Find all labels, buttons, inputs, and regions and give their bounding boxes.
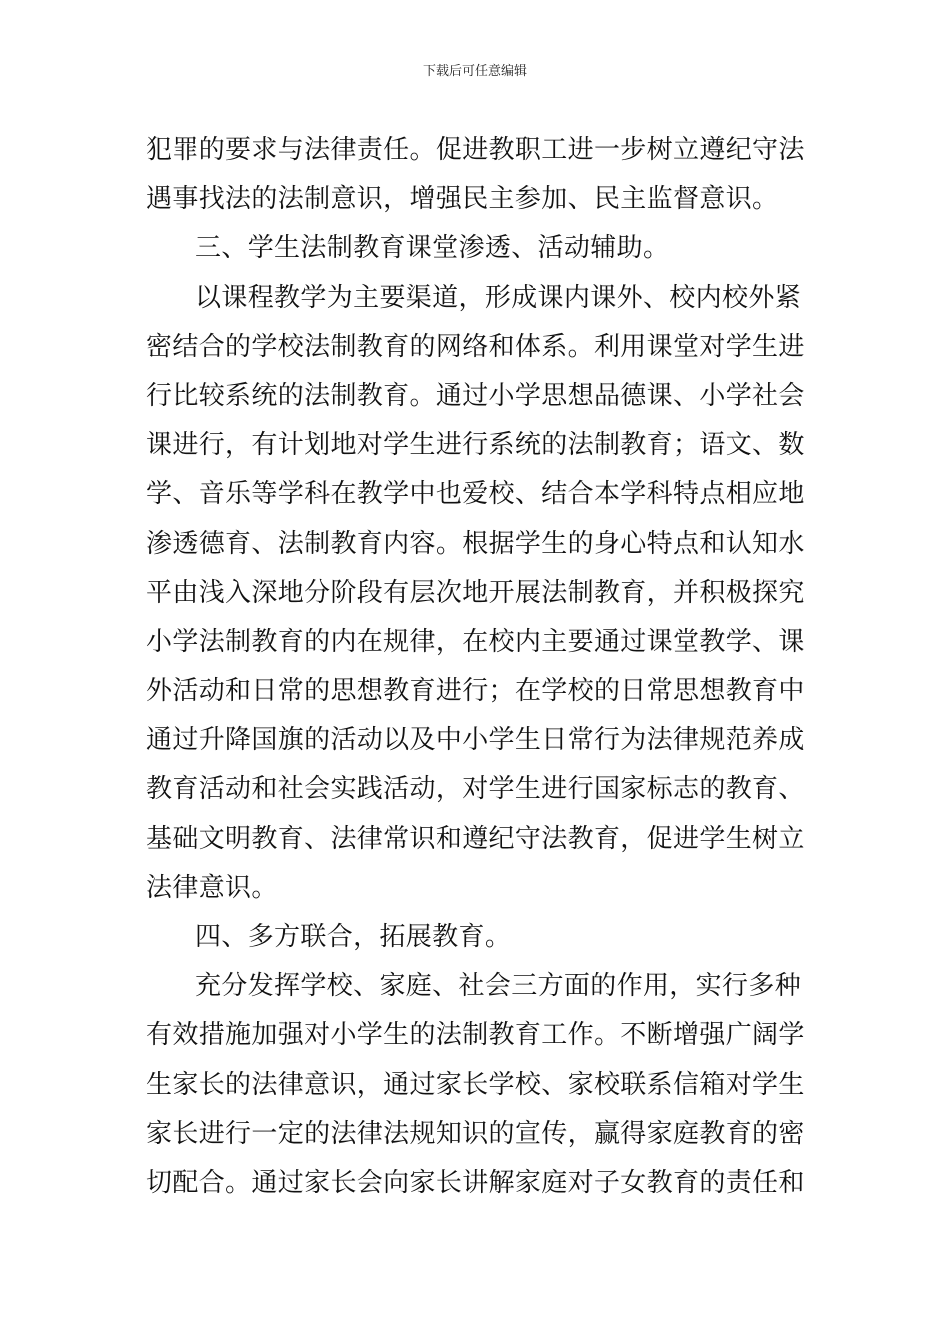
text-line: 渗透德育、法制教育内容。根据学生的身心特点和认知水 [146, 528, 805, 559]
text-line: 外活动和日常的思想教育进行；在学校的日常思想教育中 [146, 676, 805, 707]
text-line: 遇事找法的法制意识，增强民主参加、民主监督意识。 [146, 184, 779, 215]
text-line: 法律意识。 [146, 872, 278, 903]
text-line: 通过升降国旗的活动以及中小学生日常行为法律规范养成 [146, 725, 805, 756]
text-line: 基础文明教育、法律常识和遵纪守法教育，促进学生树立 [146, 823, 805, 854]
text-line: 三、学生法制教育课堂渗透、活动辅助。 [195, 233, 670, 264]
text-line: 有效措施加强对小学生的法制教育工作。不断增强广阔学 [146, 1020, 805, 1051]
text-line: 学、音乐等学科在教学中也爱校、结合本学科特点相应地 [146, 479, 805, 510]
text-line: 行比较系统的法制教育。通过小学思想品德课、小学社会 [146, 380, 805, 411]
text-line: 充分发挥学校、家庭、社会三方面的作用，实行多种 [195, 971, 802, 1002]
text-line: 密结合的学校法制教育的网络和体系。利用课堂对学生进 [146, 331, 805, 362]
text-line: 平由浅入深地分阶段有层次地开展法制教育，并积极探究 [146, 577, 805, 608]
document-body [146, 126, 816, 1208]
text-line: 切配合。通过家长会向家长讲解家庭对子女教育的责任和 [146, 1167, 805, 1198]
text-line: 课进行，有计划地对学生进行系统的法制教育；语文、数 [146, 430, 805, 461]
text-line: 教育活动和社会实践活动，对学生进行国家标志的教育、 [146, 774, 805, 805]
text-line: 四、多方联合，拓展教育。 [195, 922, 512, 952]
text-line: 小学法制教育的内在规律，在校内主要通过课堂教学、课 [146, 626, 805, 657]
text-line: 生家长的法律意识，通过家长学校、家校联系信箱对学生 [146, 1069, 805, 1100]
text-line: 以课程教学为主要渠道，形成课内课外、校内校外紧 [195, 282, 802, 313]
text-line: 犯罪的要求与法律责任。促进教职工进一步树立遵纪守法 [146, 135, 805, 165]
page-header: 下载后可任意编辑 [422, 64, 527, 79]
text-line: 家长进行一定的法律法规知识的宣传，赢得家庭教育的密 [146, 1118, 805, 1149]
